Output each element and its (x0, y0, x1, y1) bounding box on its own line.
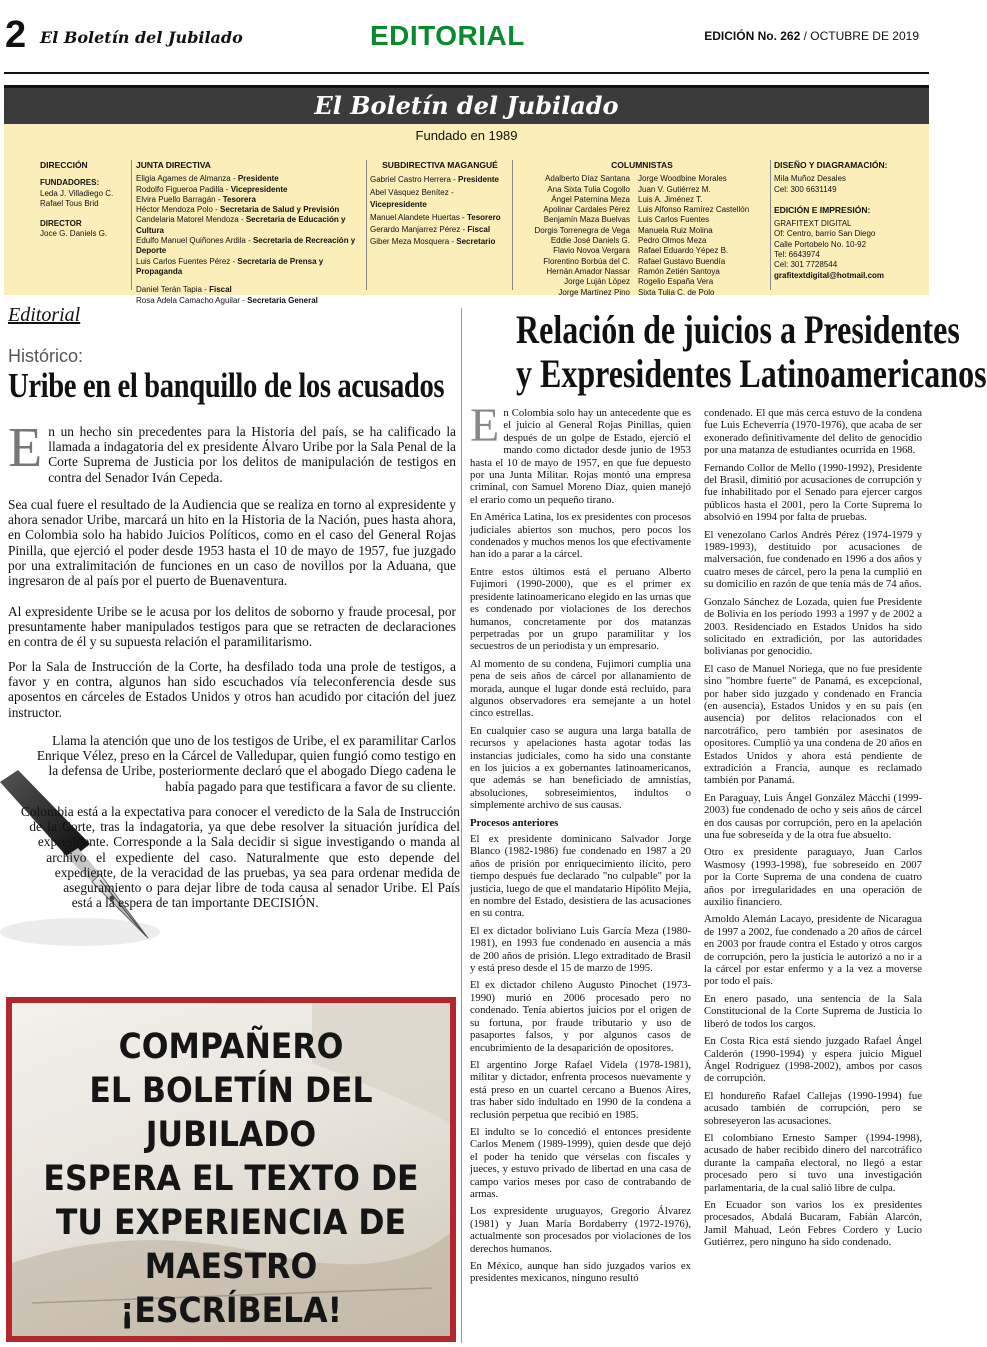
paragraph: El venezolano Carlos Andrés Pérez (1974-1979 y 1989-1993), destituido por acusaciones de malversación, fue condenado en 1996 a dos años y cuatro meses de cárcel, pero la pena la cumplió en su domicilio en razón de que tenía más de 74 años. (704, 528, 922, 591)
columnistas-title: COLUMNISTAS (611, 160, 673, 170)
columnista-name: Jorge Martínez Pino (558, 287, 630, 297)
column-divider (770, 160, 771, 290)
impresion-line: GRAFITEXT DIGITAL (774, 219, 852, 229)
paragraph (470, 725, 691, 812)
column-divider (366, 160, 367, 290)
staff-name: Gabriel Castro Herrera - (370, 175, 459, 185)
staff-line (136, 215, 366, 236)
paragraph (470, 511, 691, 561)
diseno-line: Mila Muñoz Desales (774, 174, 847, 184)
section-title: EDITORIAL (370, 20, 525, 51)
paragraph: El ex dictador chileno Augusto Pinochet (1973-1990) murió en 2006 procesado pero no condenado. Tenía abiertos juicios por el origen de su fortuna, por fraude tributario y uso de pasaportes falsos, y por algunos casos de encubrimiento de la desaparición de opositores. (470, 979, 691, 1054)
columnista-name: Eddie José Daniels G. (550, 236, 630, 246)
header-rule (4, 72, 929, 74)
columnista-name: Dorgis Torrenegra de Vega (534, 225, 630, 235)
staff-name: Daniel Terán Tapia - (136, 285, 210, 295)
edition-info (704, 29, 919, 43)
banner-line: MAESTRO (144, 1247, 318, 1287)
staff-line (370, 187, 510, 212)
direccion-title: DIRECCIÓN (40, 160, 88, 170)
columnista-name: Ángel Paternina Meza (551, 194, 630, 204)
staff-line (370, 174, 510, 186)
staff-name: Rosa Adela Camacho Aguilar - (136, 295, 248, 305)
columnista-name: Rafael Eduardo Yépez B. (638, 246, 729, 256)
paragraph: En enero pasado, una sentencia de la Sala Constitucional de la Corte Suprema de Justicia lo liberó de todos los cargos. (704, 992, 922, 1030)
paragraph (470, 566, 691, 653)
staff-line (370, 212, 510, 224)
banner-line: ¡ESCRÍBELA! (119, 1291, 343, 1331)
columnista-name: Florentino Borbúa del C. (543, 256, 630, 266)
paragraph: El indulto se lo concedió el entonces presidente Carlos Menem (1989-1999), quien desde que dejó el poder ha tenido que vérselas con fiscales y jueces, y estuvo privado de libertad en una casa de campo varios meses por caso de contrabando de armas. (470, 1125, 691, 1200)
staff-name: Héctor Mendoza Polo - (136, 205, 221, 215)
columnista-name: Luis Carlos Fuentes (638, 215, 710, 225)
staff-role: Secretaria de Recreación y Deporte (136, 236, 356, 256)
staff-name: Rodolfo Figueroa Padilla - (136, 184, 231, 194)
staff-line (136, 296, 366, 306)
columnista-name: Hernán Amador Nassar (546, 266, 630, 276)
director-title: DIRECTOR (40, 219, 82, 229)
paragraph: Llama la atención que uno de los testigos de Uribe, el ex paramilitar Carlos Enrique Vélez, preso en la Cárcel de Valledupar, quien fungió como testigo en la defensa de Uribe, posteriormente declaró que el abogado Diego cadena le había pagado para que testificara a favor de su cliente. (36, 733, 456, 794)
staff-line (370, 224, 510, 236)
email-link[interactable]: grafitextdigital@hotmail.com (774, 270, 885, 280)
junta-column (136, 160, 366, 312)
paragraph (470, 658, 691, 720)
staff-role: Vicepresidente (230, 184, 288, 194)
paragraph: Fernando Collor de Mello (1990-1992), Presidente del Brasil, dimitió por acusaciones de corrupción y fue inhabilitado por el Senado para ejercer cargos públicos hasta el 2001, pero la Corte Suprema lo absolvió en 1994 por falta de pruebas. (704, 461, 922, 524)
dropcap: E (8, 417, 43, 479)
staff-name: Candelaria Matorel Mendoza - (136, 215, 246, 225)
columnista-name: Rogelio España Vera (638, 277, 714, 287)
right-headline-line: Relación de juicios a Presidentes (516, 307, 960, 352)
staff-role: Secretaria de Educación y Cultura (136, 215, 346, 235)
article-divider (461, 308, 462, 1343)
right-headline-line: y Expresidentes Latinoamericanos (516, 351, 987, 396)
edition-label: EDICIÓN (704, 29, 755, 43)
paragraph: En Ecuador son varios los ex presidentes procesados, Abdalá Bucaram, Fabián Alarcón, Jamil Mahuad, León Febres Cordero y Lucio Gutiérrez, pero ninguno ha sido condenado. (704, 1198, 922, 1249)
columnista-name: Benjamín Maza Buelvas (543, 215, 630, 225)
paragraph-text: En América Latina, los ex presidentes con procesos judiciales abiertos son muchos, pero pocos los condenados y muchos menos los que efectivamente han ido a parar a la cárcel. (470, 511, 691, 561)
banner-line: TU EXPERIENCIA DE (55, 1203, 407, 1243)
impresion-line: Cel: 301 7728544 (774, 260, 838, 270)
columnista-name: Apolinar Cardales Pérez (543, 205, 630, 215)
director-name: Joce G. Daniels G. (40, 229, 108, 239)
publication-name: El Boletín del Jubilado (40, 28, 243, 47)
right-headline (516, 307, 987, 396)
staff-name: Luis Carlos Fuentes Pérez - (136, 256, 238, 266)
columnista-name: Juan V. Gutiérrez M. (638, 184, 711, 194)
staff-role: Tesorero (466, 212, 501, 222)
columnista-name: Pedro Olmos Meza (638, 236, 707, 246)
paragraph-text: En cualquier caso se augura una larga batalla de recursos y apelaciones hasta agotar todas las instancias judiciales, como ha sido una constante en los juicios a ex gobernantes latinoamericanos, que además se han beneficiado de amnistías, absoluciones, sobreseimientos, indultos o simplemente archivo de sus causas. (470, 724, 691, 812)
staff-role: Secretaria General (247, 295, 318, 305)
staff-line (136, 185, 366, 195)
staff-line (370, 236, 510, 248)
staff-line (136, 174, 366, 184)
columnista-name: Ana Sixta Tulia Cogollo (547, 184, 630, 194)
paragraph-text: n un hecho sin precedentes para la Historia del país, se ha calificado la llamada a indagatoria del ex presidente Álvaro Uribe por la Sala Penal de la Corte Suprema de Justicia por los delitos de manipulación de testigos en contra del Senador Iván Cepeda. (48, 424, 456, 485)
paragraph: En Paraguay, Luis Ángel González Mácchi (1999-2003) fue condenado de ocho y seis años de cárcel en dos causas por corrupción, pero en la apelación una fue sobreseída y de la otra fue absuelto. (704, 791, 922, 841)
staff-line (136, 285, 366, 295)
paragraph: En México, aunque han sido juzgados varios ex presidentes mexicanos, ninguno resultó (470, 1260, 691, 1285)
diseno-title: DISEÑO Y DIAGRAMACIÓN: (774, 160, 888, 170)
banner-line: EL BOLETÍN DEL JUBILADO (89, 1071, 373, 1155)
paragraph: El ex dictador boliviano Luis García Meza (1980-1981), en 1993 fue condenado en ausencia a más de 200 años de prisión. Llego extraditado de Brasil y está preso desde el 15 de marzo de 1995. (470, 924, 691, 975)
impresion-title: EDICIÓN E IMPRESIÓN: (774, 204, 871, 215)
staff-role: Secretaria de Prensa y Propaganda (136, 256, 324, 276)
masthead-founded: Fundado en 1989 (415, 128, 518, 143)
paragraph: El caso de Manuel Noriega, que no fue presidente sino "hombre fuerte" de Panamá, es excepcional, por haber sido juzgado y condenado en Francia (en ausencia), Estados Unidos y en su país (en ausencia) por delitos relacionados con el narcotráfico, pero también por asesinatos de opositores. Cumplió ya una condena de 20 años en Estados Unidos y ahora está pendiente de extradición a Francia, aunque es reclamado también por Panamá. (704, 662, 922, 787)
masthead-title: El Boletín del Jubilado (4, 88, 929, 124)
masthead (4, 85, 929, 305)
columnista-name: Jorge Woodbine Morales (638, 174, 727, 184)
staff-role: Fiscal (209, 285, 232, 295)
staff-role: Vicepresidente (370, 200, 427, 210)
fundador: Rafael Tous Brid (40, 198, 99, 208)
paragraph: Gonzalo Sánchez de Lozada, quien fue Presidente de Bolivia en los período 1993 a 1997 y de 2002 a 2003. Residenciado en Estados Unidos ha sido solicitado en extradición, por las autoridades bolivianas por genocidio. (704, 595, 922, 658)
paragraph-text: n Colombia solo hay un antecedente que es el juicio al General Rojas Pinillas, quien después de un golpe de Estado, ejerció el mando como dictador desde junio de 1953 hasta el 10 de mayo de 1957, en que fue depuesto por una Junta Militar. Rojas montó una empresa criminal, con Samuel Moreno Díaz, quien manejó el erario como un pequeño tirano. (470, 407, 691, 506)
diseno-line: Cel: 300 6631149 (774, 184, 837, 194)
fundadores-title: FUNDADORES: (40, 178, 100, 188)
impresion-line: Calle Portobelo No. 10-92 (774, 239, 867, 249)
subdirectiva-title: SUBDIRECTIVA MAGANGUÉ (382, 160, 498, 170)
columnistas-column (516, 160, 768, 298)
staff-line (136, 195, 366, 205)
staff-name: Abel Vásquez Benítez - (370, 187, 454, 197)
staff-name: Elvira Puello Barragán - (136, 194, 223, 204)
staff-role: Presidente (237, 174, 279, 184)
paragraph: Arnoldo Alemán Lacayo, presidente de Nicaragua de 1997 a 2002, fue condenado a 20 años de cárcel en 2003 por fraude contra el Estado y otros cargos de corrupción, pero la justicia le autorizó a no ir a la cárcel por estar enfermo y a la vez a moverse por todo el país. (704, 913, 922, 988)
columnista-name: Sixta Tulia C. de Polo (638, 287, 715, 297)
paragraph-text: Colombia está a la expectativa para conocer el veredicto de la Sala de Instrucción de la Corte, tras la indagatoria, ya que debe resolver la situación jurídica del expresidente. Corresponde a la Sala decidir si sigue investigando o manda al archivo el expediente del caso. Naturalmente que esto depende del expediente, de la veracidad de las pruebas, ya sea para ordenar medida de aseguramiento o para dejar libre de toda causa al senador Uribe. El País está a la espera de tan importante DECISIÓN. (20, 804, 460, 911)
staff-name: Eligia Agames de Almanza - (136, 174, 238, 184)
paragraph: En Costa Rica está siendo juzgado Rafael Ángel Calderón (1990-1994) y espera juicio Miguel Ángel Rodríguez (1998-2002), ambos por casos de corrupción. (704, 1035, 922, 1085)
left-headline: Uribe en el banquillo de los acusados (8, 366, 445, 405)
impresion-line: Of: Centro, barrio San Diego (774, 229, 876, 239)
columnista-name: Luis Alfonso Ramírez Castellón (638, 205, 750, 215)
paragraph: El ex presidente dominicano Salvador Jorge Blanco (1982-1986) fue condenado en 1987 a 20 años de prisión por enriquecimiento ilícito, pero tiempo después fue declarado "no culpable" por la justicia, luego de que el mandatario Hipólito Mejía, en nombre del Estado, desistiera de las acusaciones en su contra. (470, 833, 691, 920)
article-overline: Histórico: (8, 346, 84, 366)
staff-name: Gerardo Manjarrez Pérez - (370, 224, 468, 234)
article-column-b (704, 407, 922, 1254)
paragraph: Al expresidente Uribe se le acusa por los delitos de soborno y fraude procesal, por presuntamente haber manipulados testigos para que se retracten de declaraciones en contra de él y su supuesta relación el paramilitarismo. (8, 604, 456, 650)
paragraph (470, 399, 691, 506)
impresion-line: Tel: 6643974 (774, 250, 820, 260)
staff-line (136, 205, 366, 215)
staff-line (136, 236, 366, 257)
staff-role: Presidente (458, 175, 499, 185)
editorial-kicker: Editorial (8, 304, 81, 326)
paragraph (8, 804, 460, 954)
direccion-column (40, 160, 130, 246)
paragraph: Los expresidente uruguayos, Gregorio Álvarez (1981) y Juan María Bordaberry (1972-1976), actualmente son procesados por violaciones de los derechos humanos. (470, 1205, 691, 1255)
columnista-name: Adalberto Díaz Santana (545, 174, 630, 184)
staff-name: Giber Meza Mosquera - (370, 237, 457, 247)
fundador: Leda J. Villadiego C. (40, 188, 114, 198)
paragraph: El argentino Jorge Rafael Videla (1978-1981), militar y dictador, enfrenta procesos nuevamente y está preso en un cuartel cercano a Buenos Aires, tras haber sido indultado en 1990 de la condena a reclusión perpetua que recibió en 1985. (470, 1058, 691, 1121)
banner-line: COMPAÑERO (118, 1027, 344, 1067)
subdirectiva-column (370, 160, 510, 249)
edition-date: / OCTUBRE DE 2019 (803, 29, 919, 43)
subheading: Procesos anteriores (470, 816, 559, 829)
column-divider (512, 160, 513, 290)
columnista-name: Luis A. Jiménez T. (638, 194, 703, 204)
staff-role: Fiscal (467, 224, 491, 234)
staff-name: Manuel Alandete Huertas - (370, 212, 467, 222)
staff-name: Edulfo Manuel Quiñones Ardila - (136, 236, 253, 246)
edition-number: No. 262 (757, 29, 801, 43)
columnista-name: Flavio Novoa Vergara (553, 246, 630, 256)
staff-role: Secretaria de Salud y Previsión (220, 205, 340, 215)
paragraph (8, 417, 456, 485)
page-number: 2 (5, 14, 27, 56)
columnista-name: Manuela Ruiz Molina (638, 225, 713, 235)
dropcap: E (470, 399, 500, 452)
staff-line (136, 257, 366, 278)
staff-role: Secretario (456, 237, 496, 247)
paragraph: Otro ex presidente paraguayo, Juan Carlos Wasmosy (1993-1998), fue sobreseído en 2007 por la Corte Suprema de una condena de cuatro años por irregularidades en una operación de auxilio financiero. (704, 846, 922, 909)
staff-role: Tesorera (222, 194, 256, 204)
junta-title: JUNTA DIRECTIVA (136, 160, 211, 170)
columnista-name: Ramón Zetién Santoya (638, 266, 720, 276)
diseno-column (774, 160, 924, 281)
column-divider (131, 160, 132, 290)
paragraph: Por la Sala de Instrucción de la Corte, ha desfilado toda una prole de testigos, a favor y en contra, algunos han sido escuchados vía teleconferencia desde sus aposentos en cárceles de Estados Unidos y otros han acudido por citación del juez instructor. (8, 659, 456, 720)
paragraph-text: Al momento de su condena, Fujimori cumplía una pena de seis años de cárcel por allanamiento de morada, aunque el lugar donde está recluido, para algunos observadores era semejante a un hotel cinco estrellas. (470, 657, 691, 720)
article-column-a (470, 399, 691, 1290)
paragraph: El hondureño Rafael Callejas (1990-1994) fue acusado también de corrupción, pero se sobreseyeron las acusaciones. (704, 1089, 922, 1127)
banner-message (34, 1025, 428, 1333)
banner-line: ESPERA EL TEXTO DE (43, 1159, 419, 1199)
paragraph: condenado. El que más cerca estuvo de la condena fue Luis Echeverría (1970-1976), que acaba de ser exonerado definitivamente del delito de genocidio por una matanza de estudiantes ocurrida en 1968. (704, 407, 922, 457)
paragraph: El colombiano Ernesto Samper (1994-1998), acusado de haber recibido dinero del narcotráfico durante la campaña electoral, no llegó a estar procesado pero sí tuvo una investigación parlamentaria, de la cual salió libre de culpa. (704, 1131, 922, 1194)
call-to-action-banner (6, 997, 456, 1342)
paragraph-text: Entre estos últimos está el peruano Alberto Fujimori (1990-2000), que es el primer ex presidente latinoamericano elegido en las urnas que es condenado por violaciones de los derechos humanos, concretamente por dos matanzas perpetradas por un grupo paramilitar y los secuestros de un periodista y un empresario. (470, 565, 691, 653)
columnista-name: Rafael Gustavo Buendía (638, 256, 726, 266)
columnista-name: Jorge Luján López (564, 277, 630, 287)
paragraph: Sea cual fuere el resultado de la Audiencia que se realiza en torno al expresidente y ahora senador Uribe, marcará un hito en la Historia de la Nación, pues hasta ahora, en Colombia solo ha habido Juicios Políticos, como en el caso del General Rojas Pinilla, que ejerció el poder desde 1953 hasta el 10 de mayo de 1957, fue juzgado por una extralimitación de funciones en un caso de novillos por la Aduana, que ingresaron de al país por el puerto de Buenaventura. (8, 497, 456, 589)
